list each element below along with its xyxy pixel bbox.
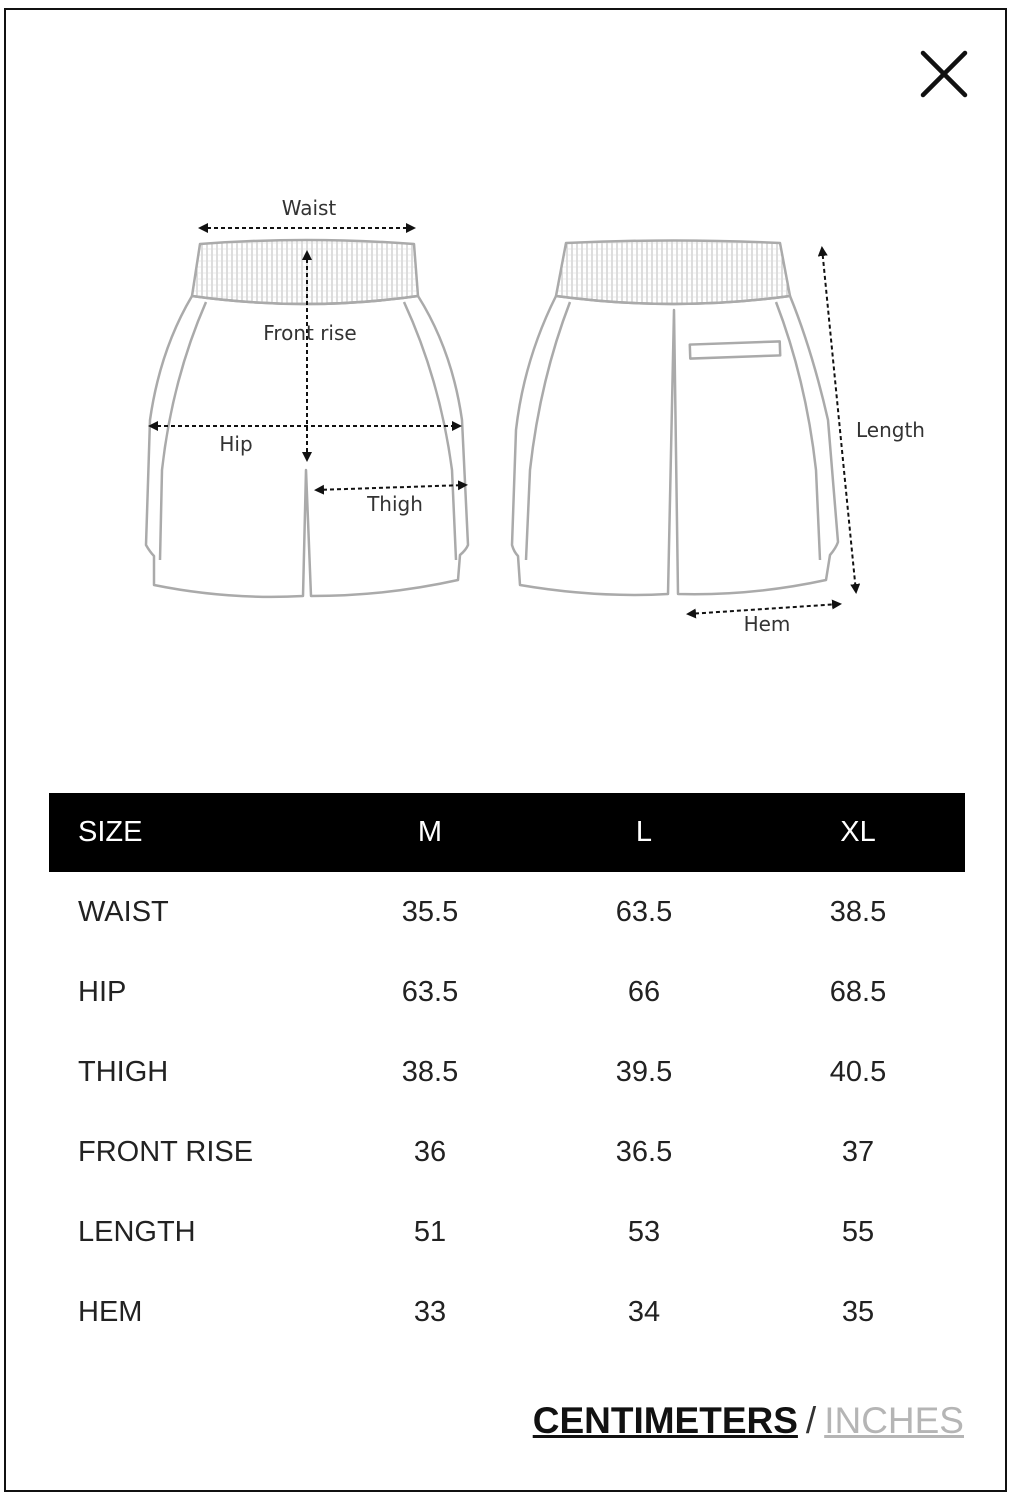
table-row	[49, 872, 965, 952]
row-label: HIP	[78, 975, 127, 1008]
header-size: SIZE	[49, 793, 323, 872]
row-label: LENGTH	[78, 1215, 196, 1248]
table-cell: 38.5	[829, 895, 887, 928]
table-row	[49, 1032, 965, 1112]
length-label: Length	[856, 418, 925, 442]
header-m: M	[323, 793, 537, 872]
header-xl: XL	[751, 793, 965, 872]
table-cell: 51	[413, 1215, 447, 1248]
table-cell: 53	[627, 1215, 661, 1248]
header-l: L	[537, 793, 751, 872]
table-header-row	[49, 793, 965, 872]
thigh-label: Thigh	[367, 492, 423, 516]
row-label: HEM	[78, 1295, 143, 1328]
table-row	[49, 1192, 965, 1272]
table-cell: 33	[413, 1295, 447, 1328]
table-cell: 37	[841, 1135, 875, 1168]
table-cell: 38.5	[401, 1055, 459, 1088]
thigh-arrow	[316, 485, 466, 490]
table-cell: 36.5	[615, 1135, 673, 1168]
table-row	[49, 952, 965, 1032]
unit-separator: /	[805, 1400, 817, 1441]
table-cell: 39.5	[615, 1055, 673, 1088]
hem-label: Hem	[743, 612, 791, 636]
hip-label: Hip	[219, 432, 253, 456]
front-rise-label: Front rise	[263, 321, 357, 345]
table-cell: 35.5	[401, 895, 459, 928]
row-label: THIGH	[78, 1055, 169, 1088]
table-row	[49, 1112, 965, 1192]
table-cell: 63.5	[615, 895, 673, 928]
back-view-shorts	[512, 241, 838, 595]
centimeters-link[interactable]: CENTIMETERS	[532, 1400, 798, 1441]
table-cell: 34	[627, 1295, 661, 1328]
table-row	[49, 1272, 965, 1352]
size-chart-table	[49, 793, 965, 1352]
table-cell: 68.5	[829, 975, 887, 1008]
table-cell: 66	[627, 975, 661, 1008]
row-label: WAIST	[78, 895, 169, 928]
table-cell: 35	[841, 1295, 875, 1328]
table-cell: 40.5	[829, 1055, 887, 1088]
inches-link[interactable]: INCHES	[824, 1400, 964, 1441]
unit-toggle	[533, 1400, 964, 1442]
table-cell: 55	[841, 1215, 875, 1248]
table-cell: 63.5	[401, 975, 459, 1008]
waist-label: Waist	[281, 196, 337, 220]
front-view-shorts	[146, 240, 468, 597]
row-label: FRONT RISE	[78, 1135, 254, 1168]
table-cell: 36	[413, 1135, 447, 1168]
